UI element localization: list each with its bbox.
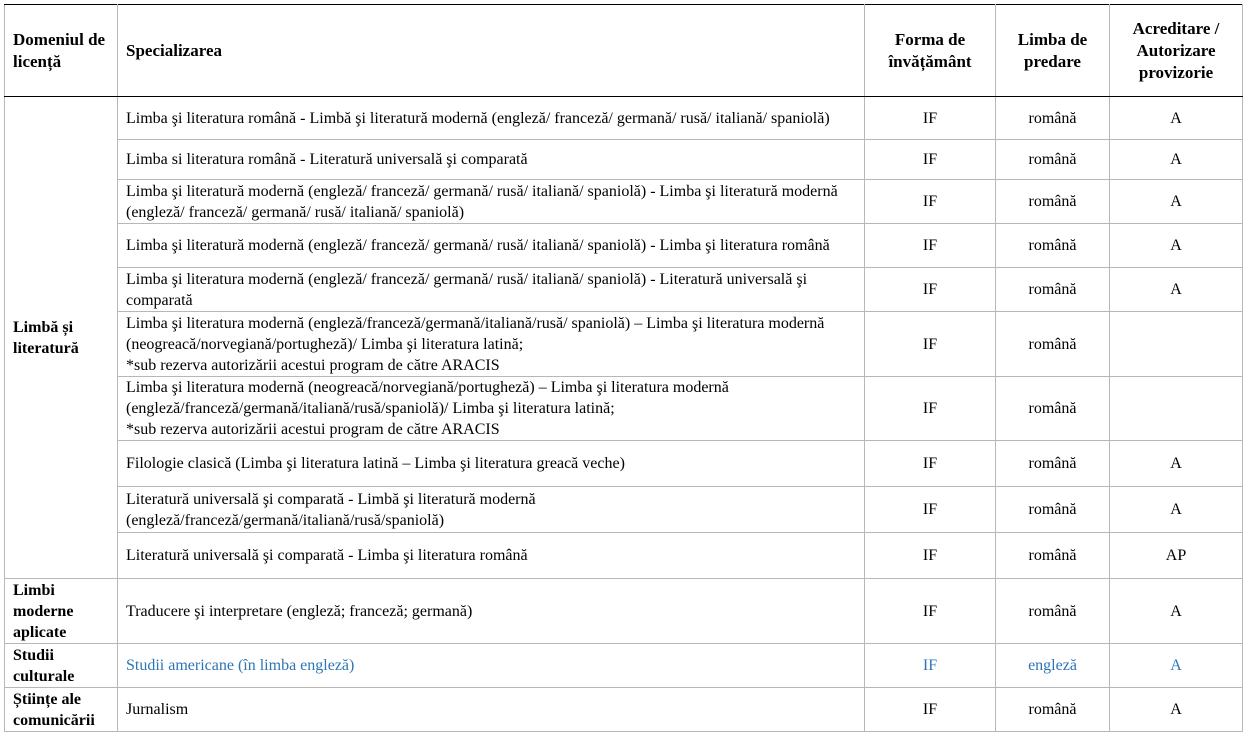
language-cell: română [996, 312, 1110, 377]
specialization-cell: Limba şi literatura română - Limbă şi literatură modernă (engleză/ franceză/ germană/ rusă/ italiană/ spaniolă) [118, 97, 865, 140]
form-cell: IF [865, 487, 996, 533]
accreditation-cell: A [1110, 268, 1243, 312]
form-cell: IF [865, 224, 996, 268]
table-row [5, 224, 1243, 268]
specialization-cell [118, 377, 865, 441]
accreditation-cell: A [1110, 180, 1243, 224]
specialization-cell [118, 312, 865, 377]
specialization-cell: Limba şi literatură modernă (engleză/ franceză/ germană/ rusă/ italiană/ spaniolă) - Limba şi literatură modernă (engleză/ franceză/ germană/ rusă/ italiană/ spaniolă) [118, 180, 865, 224]
form-cell: IF [865, 140, 996, 180]
domain-cell: Limbi moderne aplicate [5, 579, 118, 644]
specialization-cell: Limba si literatura română - Literatură universală şi comparată [118, 140, 865, 180]
language-cell: română [996, 268, 1110, 312]
language-cell: română [996, 533, 1110, 579]
table-row [5, 312, 1243, 377]
header-form: Forma de învățământ [865, 5, 996, 97]
accreditation-cell: AP [1110, 533, 1243, 579]
accreditation-cell: A [1110, 487, 1243, 533]
accreditation-cell: A [1110, 688, 1243, 732]
form-cell: IF [865, 533, 996, 579]
accreditation-cell: A [1110, 579, 1243, 644]
specialization-cell: Literatură universală şi comparată - Limba şi literatura română [118, 533, 865, 579]
table-row [5, 487, 1243, 533]
language-cell: română [996, 180, 1110, 224]
header-domain: Domeniul de licență [5, 5, 118, 97]
header-accreditation: Acreditare / Autorizare provizorie [1110, 5, 1243, 97]
language-cell: română [996, 377, 1110, 441]
specialization-cell: Studii americane (în limba engleză) [118, 644, 865, 688]
specialization-cell: Limba şi literatură modernă (engleză/ franceză/ germană/ rusă/ italiană/ spaniolă) - Limba şi literatura română [118, 224, 865, 268]
accreditation-cell [1110, 312, 1243, 377]
accreditation-cell: A [1110, 441, 1243, 487]
specialization-cell: Literatură universală şi comparată - Limbă şi literatură modernă (engleză/franceză/germană/italiană/rusă/spaniolă) [118, 487, 865, 533]
form-cell: IF [865, 579, 996, 644]
table-row [5, 644, 1243, 688]
table-row [5, 579, 1243, 644]
specialization-text: Limba şi literatura modernă (engleză/franceză/germană/italiană/rusă/ spaniolă) – Limba şi literatura modernă (neogreacă/norvegiană/portugheză)/ Limba şi literatura latină; [126, 314, 825, 353]
specialization-cell: Limba şi literatura modernă (engleză/ franceză/ germană/ rusă/ italiană/ spaniolă) - Literatură universală şi comparată [118, 268, 865, 312]
specialization-cell: Traducere şi interpretare (engleză; franceză; germană) [118, 579, 865, 644]
language-cell: engleză [996, 644, 1110, 688]
specialization-note: *sub rezerva autorizării acestui program de către ARACIS [126, 356, 500, 374]
form-cell: IF [865, 268, 996, 312]
form-cell: IF [865, 377, 996, 441]
accreditation-cell: A [1110, 644, 1243, 688]
language-cell: română [996, 97, 1110, 140]
specialization-note: *sub rezerva autorizării acestui program de către ARACIS [126, 421, 500, 438]
language-cell: română [996, 140, 1110, 180]
specialization-cell: Filologie clasică (Limba şi literatura latină – Limba şi literatura greacă veche) [118, 441, 865, 487]
domain-cell: Studii culturale [5, 644, 118, 688]
header-language: Limba de predare [996, 5, 1110, 97]
language-cell: română [996, 579, 1110, 644]
specializations-table [4, 4, 1243, 732]
table-row [5, 441, 1243, 487]
language-cell: română [996, 441, 1110, 487]
table-row [5, 268, 1243, 312]
form-cell: IF [865, 180, 996, 224]
language-cell: română [996, 224, 1110, 268]
form-cell: IF [865, 644, 996, 688]
table-row [5, 180, 1243, 224]
accreditation-cell: A [1110, 97, 1243, 140]
accreditation-cell: A [1110, 140, 1243, 180]
specialization-cell: Jurnalism [118, 688, 865, 732]
domain-cell: Limbă și literatură [5, 97, 118, 579]
table-row [5, 140, 1243, 180]
specialization-text: Limba şi literatura modernă (neogreacă/norvegiană/portugheză) – Limba şi literatura modernă (engleză/franceză/germană/italiană/rusă/spaniolă)/ Limba şi literatura latină; [126, 379, 729, 417]
language-cell: română [996, 487, 1110, 533]
accreditation-cell [1110, 377, 1243, 441]
domain-cell: Științe ale comunicării [5, 688, 118, 732]
table-row [5, 533, 1243, 579]
table-row [5, 377, 1243, 441]
form-cell: IF [865, 688, 996, 732]
accreditation-cell: A [1110, 224, 1243, 268]
header-specialization: Specializarea [118, 5, 865, 97]
form-cell: IF [865, 97, 996, 140]
table-row [5, 97, 1243, 140]
form-cell: IF [865, 441, 996, 487]
form-cell: IF [865, 312, 996, 377]
table-row [5, 688, 1243, 732]
table-header-row [5, 5, 1243, 97]
language-cell: română [996, 688, 1110, 732]
